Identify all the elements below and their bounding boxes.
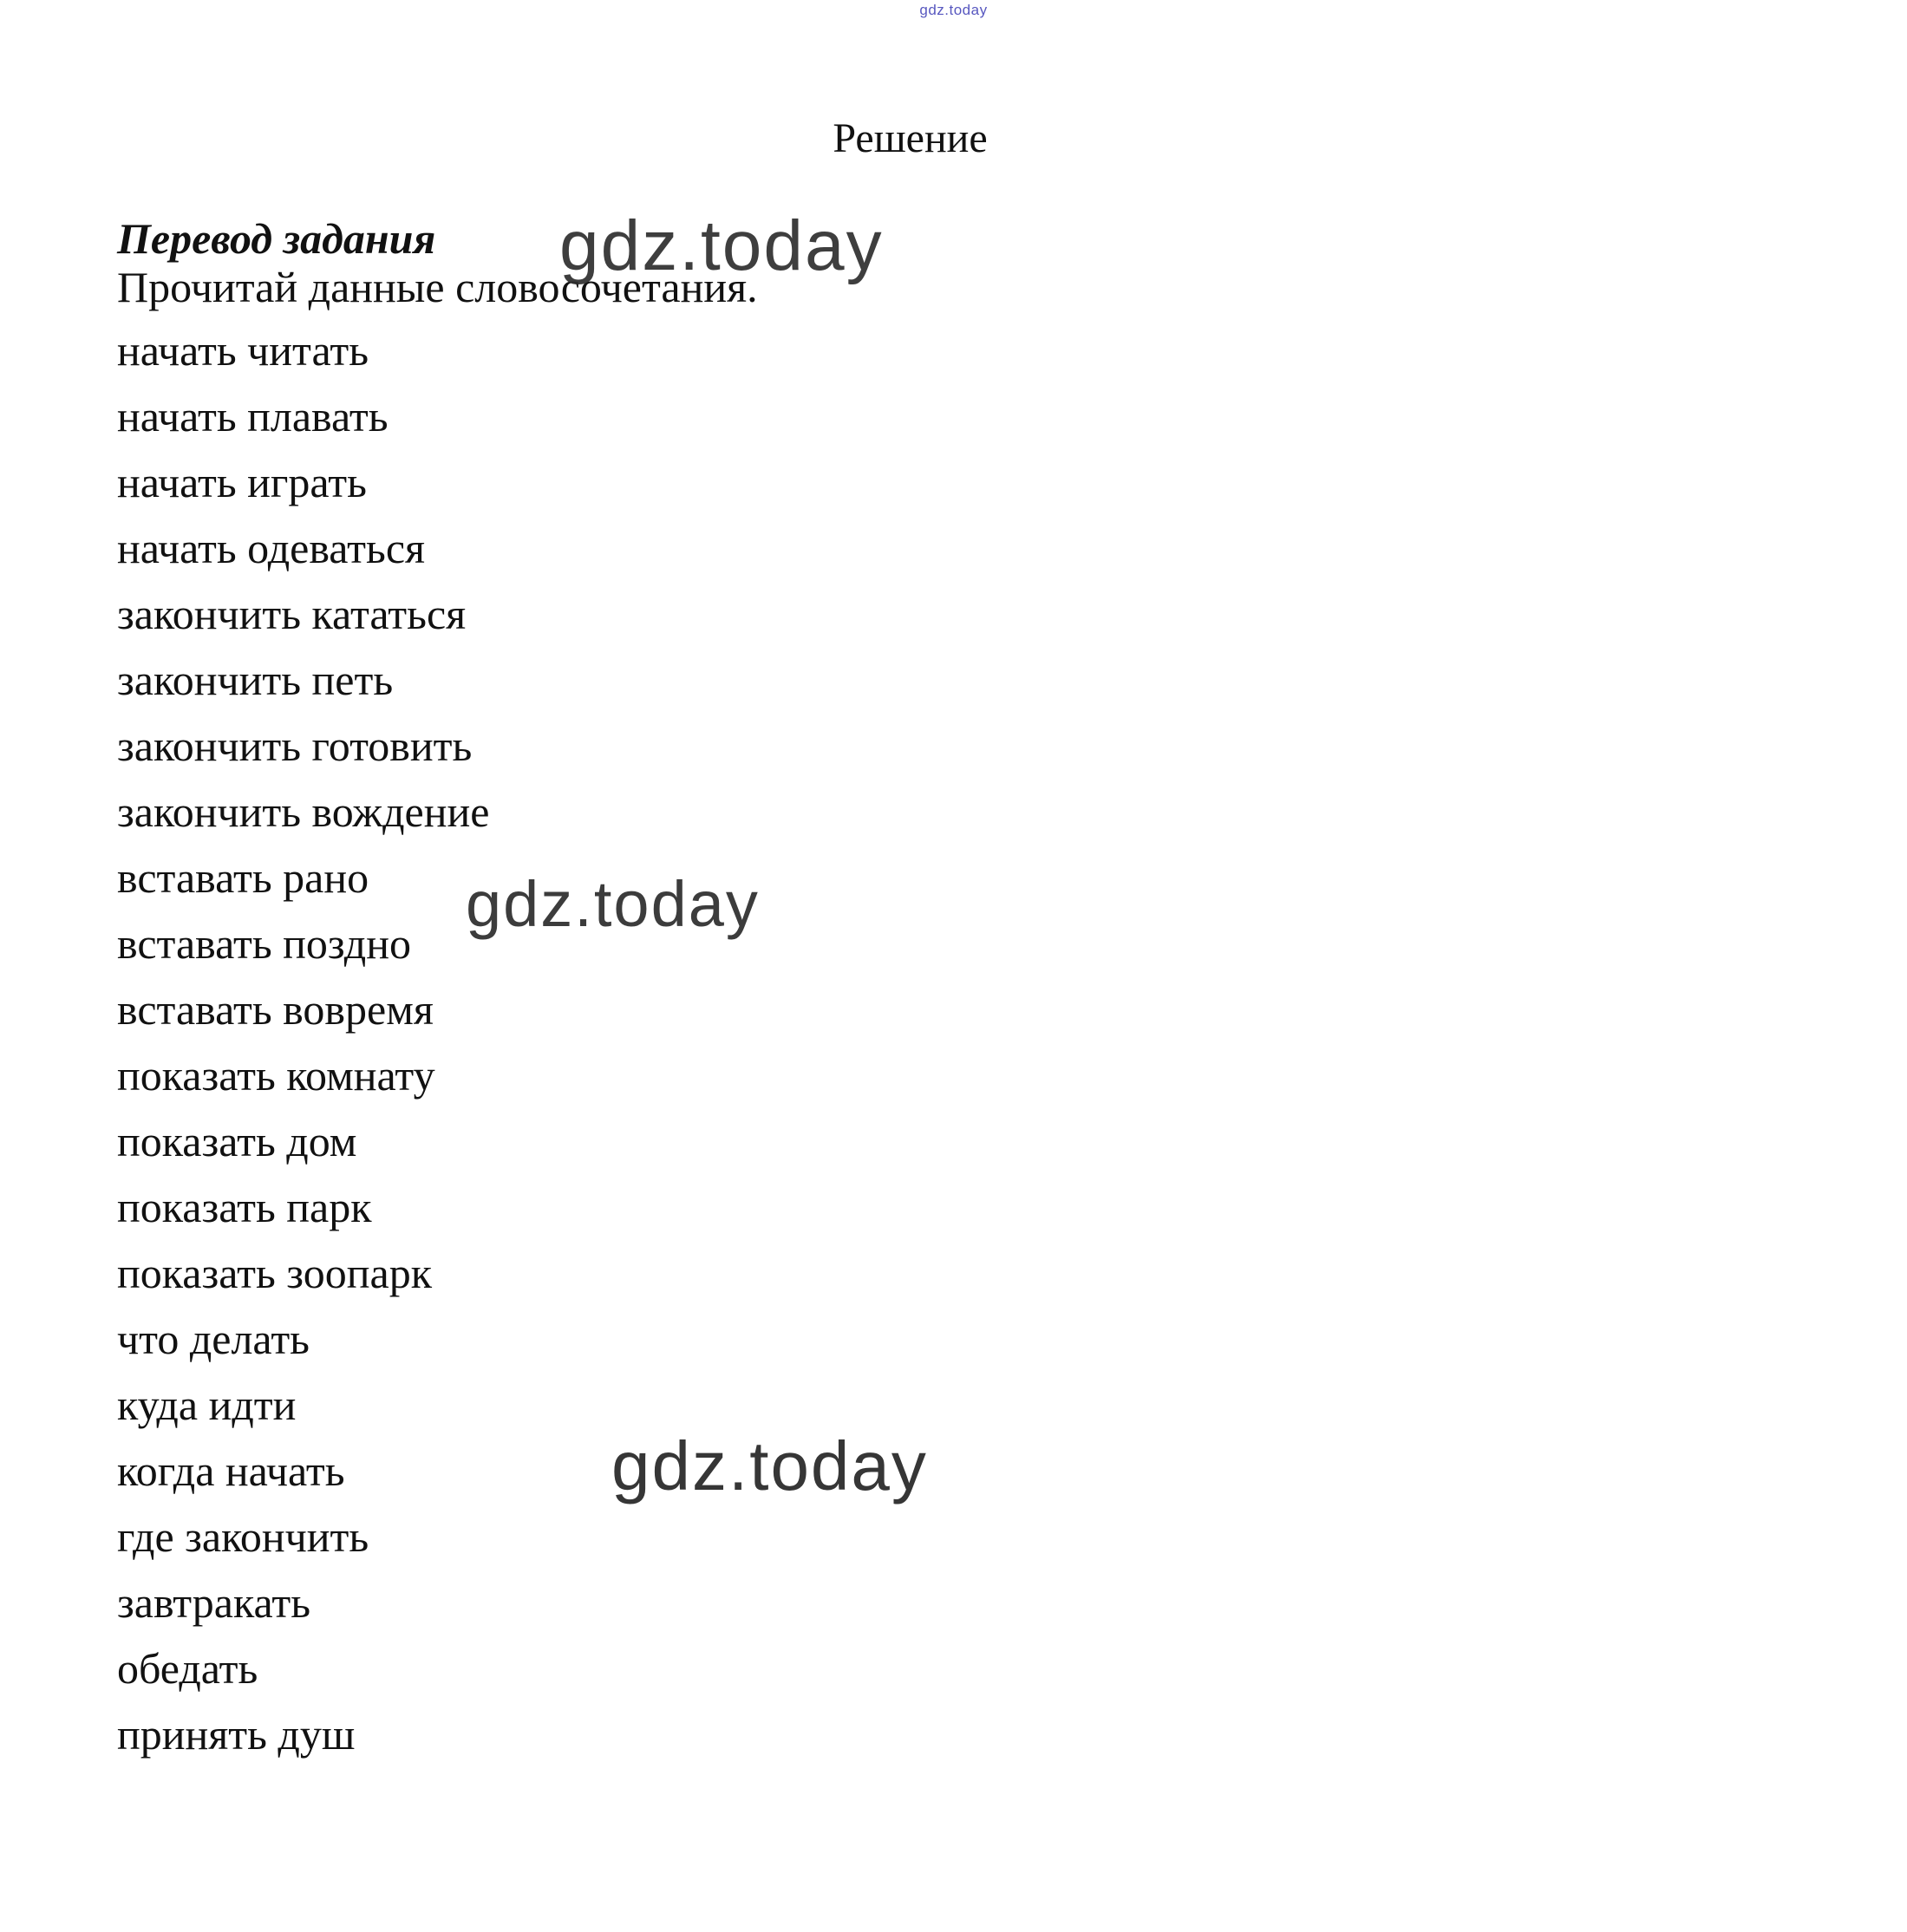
list-item: обедать <box>117 1644 258 1693</box>
watermark-large-2: gdz.today <box>466 868 760 940</box>
list-item: показать зоопарк <box>117 1249 432 1297</box>
watermark-large-3: gdz.today <box>611 1427 928 1504</box>
list-item: закончить готовить <box>117 721 473 770</box>
list-item: закончить вождение <box>117 787 490 836</box>
list-item: принять душ <box>117 1710 356 1759</box>
list-item: показать парк <box>117 1183 372 1231</box>
phrase-list <box>117 317 1418 1767</box>
watermark-top: gdz.today <box>919 2 988 18</box>
list-item: вставать вовремя <box>117 985 434 1034</box>
list-item: показать дом <box>117 1117 357 1165</box>
watermark-large-1: gdz.today <box>559 206 884 285</box>
list-item: закончить петь <box>117 656 394 704</box>
list-item: завтракать <box>117 1578 311 1627</box>
list-item: показать комнату <box>117 1051 435 1100</box>
page-title-text: Решение <box>833 115 988 161</box>
list-item: куда идти <box>117 1380 297 1429</box>
page-title <box>0 114 1907 162</box>
solution-body <box>117 214 1418 1767</box>
list-item: начать плавать <box>117 392 389 441</box>
list-item: начать играть <box>117 458 367 506</box>
task-instruction: Прочитай данные словосочетания. <box>117 263 758 311</box>
list-item: начать читать <box>117 326 369 375</box>
list-item: где закончить <box>117 1512 369 1561</box>
list-item: когда начать <box>117 1446 345 1495</box>
list-item: вставать рано <box>117 853 369 902</box>
list-item: что делать <box>117 1315 310 1363</box>
list-item: закончить кататься <box>117 590 467 638</box>
section-heading: Перевод задания <box>117 214 436 263</box>
list-item: начать одеваться <box>117 524 426 572</box>
list-item: вставать поздно <box>117 919 411 968</box>
